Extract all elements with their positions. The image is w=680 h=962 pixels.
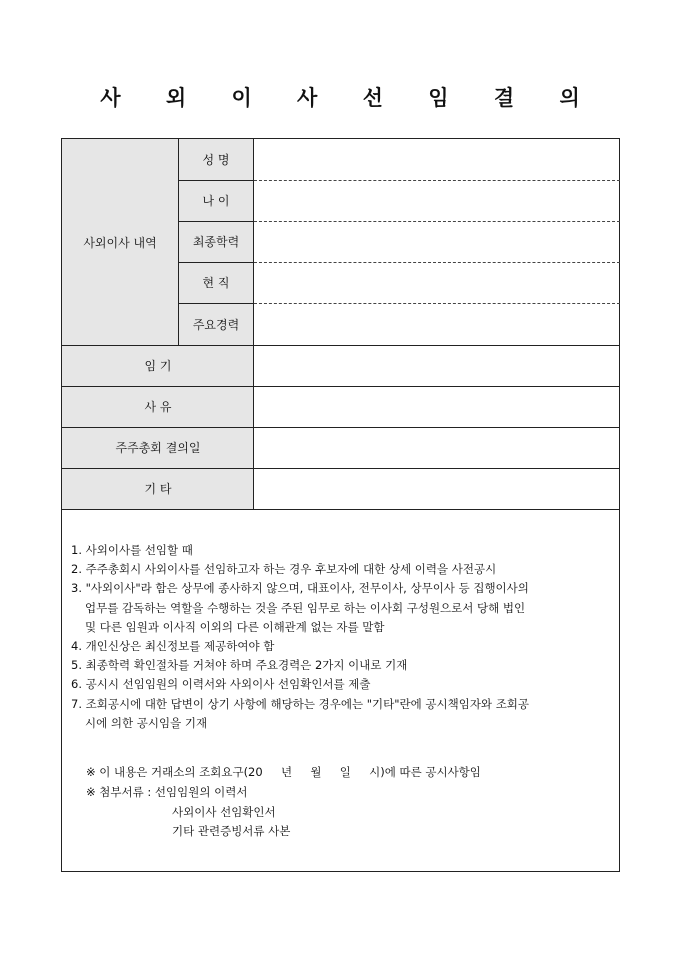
dashed-divider	[254, 303, 620, 304]
name-value[interactable]	[254, 139, 620, 180]
other-label: 기 타	[144, 482, 172, 496]
dashed-divider	[254, 180, 620, 181]
reason-value[interactable]	[254, 386, 620, 427]
disclosure-request-line: ※ 이 내용은 거래소의 조회요구(20 년 월 일 시)에 따른 공시사항임	[86, 765, 481, 779]
divider	[62, 386, 620, 387]
meeting-date-label: 주주총회 결의일	[115, 441, 201, 455]
divider	[62, 345, 620, 346]
note-7-continued: 시에 의한 공시임을 기재	[85, 715, 208, 730]
dashed-divider	[254, 262, 620, 263]
name-label: 성 명	[202, 153, 230, 167]
education-value[interactable]	[254, 221, 620, 262]
term-label: 임 기	[144, 359, 172, 373]
director-details-label	[62, 139, 178, 345]
divider	[178, 139, 179, 345]
document-title: 사 외 이 사 선 임 결 의	[100, 85, 599, 110]
divider	[62, 509, 620, 510]
note-7: 7. 조회공시에 대한 답변이 상기 사항에 해당하는 경우에는 "기타"란에 공시책임자와 조회공	[71, 696, 530, 711]
note-3: 3. "사외이사"라 함은 상무에 종사하지 않으며, 대표이사, 전무이사, 상무이사 등 집행이사의	[71, 581, 529, 596]
divider	[178, 221, 254, 222]
note-3-continued: 업무를 감독하는 역할을 수행하는 것을 주된 임무로 하는 이사회 구성원으로서 당해 법인	[85, 600, 526, 615]
footer-section	[86, 763, 481, 842]
attachments-line: ※ 첨부서류 : 선임임원의 이력서	[86, 784, 248, 799]
notes-section	[71, 541, 619, 733]
career-label: 주요경력	[192, 317, 240, 332]
current-position-value[interactable]	[254, 262, 620, 303]
director-details-text: 사외이사 내역	[83, 235, 157, 250]
other-value[interactable]	[254, 468, 620, 509]
note-2: 2. 주주총회시 사외이사를 선임하고자 하는 경우 후보자에 대한 상세 이력을 사전공시	[71, 562, 497, 577]
divider	[62, 468, 620, 469]
note-5: 5. 최종학력 확인절차를 거쳐야 하며 주요경력은 2가지 이내로 기재	[71, 658, 408, 673]
attachment-item: 사외이사 선임확인서	[172, 804, 276, 819]
note-1: 1. 사외이사를 선임할 때	[71, 543, 193, 557]
dashed-divider	[254, 221, 620, 222]
divider	[253, 139, 254, 509]
age-label: 나 이	[202, 194, 230, 208]
term-value[interactable]	[254, 345, 620, 386]
resolution-form	[61, 138, 620, 872]
note-3-continued: 및 다른 임원과 이사직 이외의 다른 이해관계 없는 자를 말함	[85, 619, 385, 634]
meeting-date-value[interactable]	[254, 427, 620, 468]
current-position-label: 현 직	[202, 276, 230, 290]
age-value[interactable]	[254, 180, 620, 221]
divider	[178, 180, 254, 181]
divider	[62, 427, 620, 428]
divider	[178, 262, 254, 263]
divider	[178, 303, 254, 304]
note-4: 4. 개인신상은 최신정보를 제공하여야 함	[71, 639, 275, 654]
reason-label: 사 유	[144, 400, 172, 414]
note-6: 6. 공시시 선임임원의 이력서와 사외이사 선임확인서를 제출	[71, 677, 371, 692]
attachment-item: 기타 관련증빙서류 사본	[172, 824, 291, 839]
career-value[interactable]	[254, 303, 620, 345]
education-label: 최종학력	[192, 235, 240, 249]
